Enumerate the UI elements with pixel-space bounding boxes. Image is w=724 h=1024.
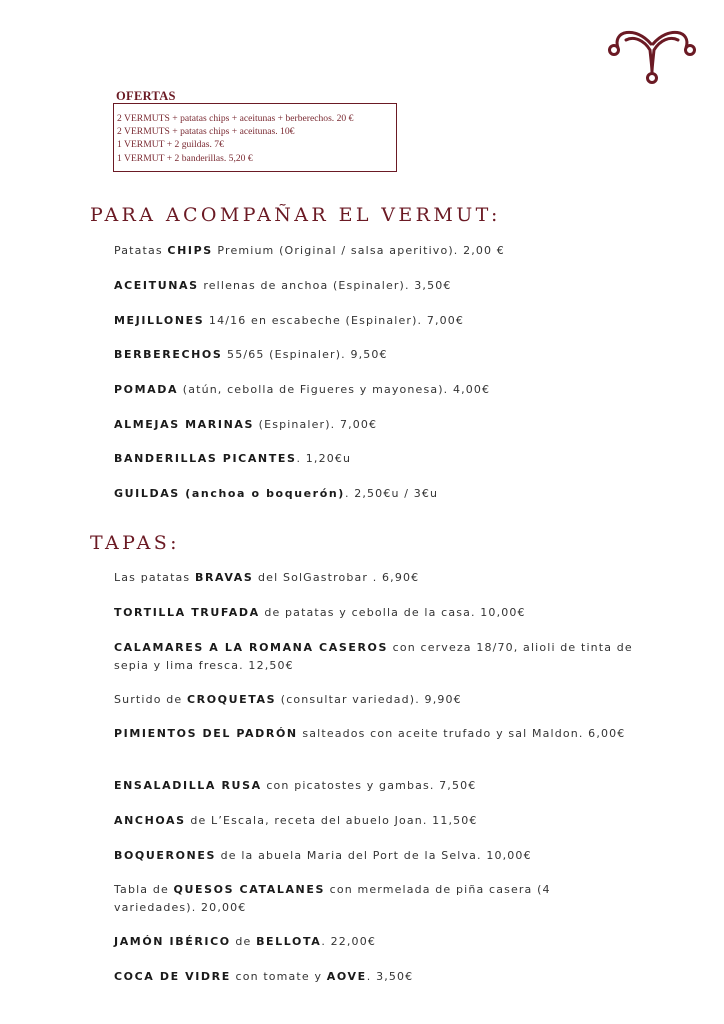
oferta-item: 1 VERMUT + 2 guildas. 7€ [117,139,224,151]
menu-item: JAMÓN IBÉRICO de BELLOTA. 22,00€ [114,935,376,948]
menu-item: TORTILLA TRUFADA de patatas y cebolla de la casa. 10,00€ [114,606,526,619]
menu-item: PIMIENTOS DEL PADRÓN salteados con aceite trufado y sal Maldon. 6,00€ [114,727,626,740]
menu-item: ENSALADILLA RUSA con picatostes y gambas. 7,50€ [114,779,477,792]
menu-item: CALAMARES A LA ROMANA CASEROS con cerveza 18/70, alioli de tinta de sepia y lima fresca. 12,50€ [114,641,633,672]
menu-item: ACEITUNAS rellenas de anchoa (Espinaler). 3,50€ [114,279,452,292]
menu-item: ALMEJAS MARINAS (Espinaler). 7,00€ [114,418,378,431]
menu-item: COCA DE VIDRE con tomate y AOVE. 3,50€ [114,970,414,983]
menu-item: Tabla de QUESOS CATALANES con mermelada de piña casera (4 variedades). 20,00€ [114,883,551,914]
menu-item: POMADA (atún, cebolla de Figueres y mayonesa). 4,00€ [114,383,491,396]
menu-item: MEJILLONES 14/16 en escabeche (Espinaler). 7,00€ [114,314,465,327]
menu-item: GUILDAS (anchoa o boquerón). 2,50€u / 3€u [114,487,439,500]
menu-item: BERBERECHOS 55/65 (Espinaler). 9,50€ [114,348,388,361]
section-title-vermut: PARA ACOMPAÑAR EL VERMUT: [90,204,501,226]
menu-item: ANCHOAS de L’Escala, receta del abuelo Joan. 11,50€ [114,814,478,827]
oferta-item: 1 VERMUT + 2 banderillas. 5,20 € [117,152,253,164]
oferta-item: 2 VERMUTS + patatas chips + aceitunas. 10€ [117,126,295,138]
menu-item: Las patatas BRAVAS del SolGastrobar . 6,90€ [114,571,420,584]
ofertas-title: OFERTAS [116,89,176,103]
jester-hat-logo-icon [604,20,700,88]
menu-item: BANDERILLAS PICANTES. 1,20€u [114,452,352,465]
oferta-item: 2 VERMUTS + patatas chips + aceitunas + berberechos. 20 € [117,113,354,124]
ofertas-box [113,103,397,172]
section-title-tapas: TAPAS: [90,532,180,554]
menu-item: BOQUERONES de la abuela Maria del Port de la Selva. 10,00€ [114,849,532,862]
menu-item: Surtido de CROQUETAS (consultar variedad). 9,90€ [114,693,462,706]
menu-item: Patatas CHIPS Premium (Original / salsa aperitivo). 2,00 € [114,244,505,257]
